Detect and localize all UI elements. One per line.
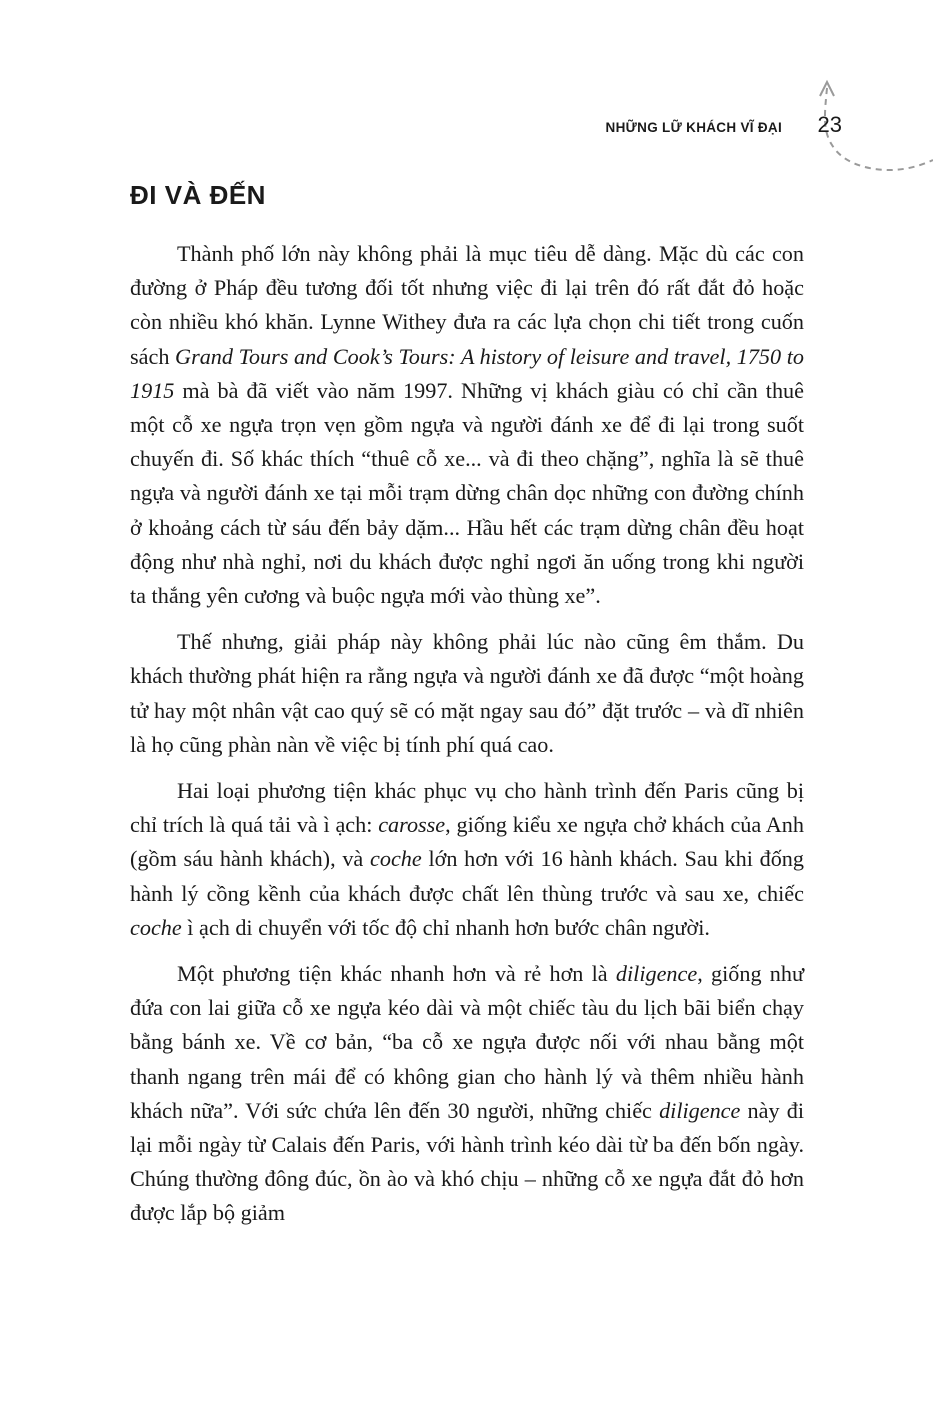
text-run: Thành phố lớn này không phải là mục tiêu dễ dàng. Mặc dù các con đường ở Pháp đều tương đối tốt nhưng việc đi lại trên đó rất đắt đỏ hoặc còn nhiều khó khăn. Lynne Withey đưa ra các lựa chọn chi tiết trong cuốn sách (130, 241, 804, 369)
text-run: Một phương tiện khác nhanh hơn và rẻ hơn là (177, 961, 616, 987)
page-number: 23 (817, 112, 842, 137)
italic-term: carosse (378, 812, 446, 838)
text-run: này đi lại mỗi ngày từ Calais đến Paris, với hành trình kéo dài từ ba đến bốn ngày. Chúng thường đông đúc, ồn ào và khó chịu – những cỗ xe ngựa đắt đỏ hơn được lắp bộ giảm (130, 1097, 804, 1226)
running-title: NHỮNG LỮ KHÁCH VĨ ĐẠI (605, 120, 782, 135)
body-text (130, 237, 804, 1243)
section-title: ĐI VÀ ĐẾN (130, 180, 266, 210)
text-run: Thế nhưng, giải pháp này không phải lúc nào cũng êm thắm. Du khách thường phát hiện ra rằng ngựa và người đánh xe đã được “một hoàng tử hay một nhân vật cao quý sẽ có mặt ngay sau đó” đặt trước – và dĩ nhiên là họ cũng phàn nàn về việc bị tính phí quá cao. (130, 629, 804, 757)
text-run: Hai loại phương tiện khác phục vụ cho hành trình đến Paris cũng bị chỉ trích là quá tải và ì ạch: (130, 778, 804, 838)
italic-term: coche (130, 914, 182, 940)
italic-term: diligence (659, 1097, 741, 1123)
text-run: ì ạch di chuyển với tốc độ chỉ nhanh hơn bước chân người. (181, 914, 710, 940)
paragraph (130, 774, 804, 945)
text-run: lớn hơn với 16 hành khách. Sau khi đống hành lý cồng kềnh của khách được chất lên thùng trước và sau xe, chiếc (130, 846, 804, 906)
paragraph (130, 957, 804, 1231)
running-header (560, 112, 850, 144)
italic-term: coche (370, 846, 422, 872)
text-run: mà bà đã viết vào năm 1997. Những vị khách giàu có chỉ cần thuê một cỗ xe ngựa trọn vẹn gồm ngựa và người đánh xe để đi lại trong suốt chuyến đi. Số khác thích “thuê cỗ xe... và đi theo chặng”, nghĩa là sẽ thuê ngựa và người đánh xe tại mỗi trạm dừng chân dọc những con đường chính ở khoảng cách từ sáu đến bảy dặm... Hầu hết các trạm dừng chân đều hoạt động như nhà nghỉ, nơi du khách được nghỉ ngơi ăn uống trong khi người ta thắng yên cương và buộc ngựa mới vào thùng xe”. (130, 377, 804, 609)
text-run: , giống kiểu xe ngựa chở khách của Anh (gồm sáu hành khách), và (130, 812, 804, 872)
paragraph (130, 625, 804, 762)
book-title-italic: Grand Tours and Cook’s Tours: A history of leisure and travel, 1750 to 1915 (130, 343, 804, 403)
italic-term: diligence (615, 961, 698, 987)
text-run: , giống như đứa con lai giữa cỗ xe ngựa kéo dài và một chiếc tàu du lịch bãi biển chạy bằng bánh xe. Về cơ bản, “ba cỗ xe ngựa được nối với nhau bằng một thanh ngang trên mái để có không gian cho hành lý và thêm nhiều hành khách nữa”. Với sức chứa lên đến 30 người, những chiếc (130, 961, 804, 1123)
paragraph (130, 237, 804, 613)
